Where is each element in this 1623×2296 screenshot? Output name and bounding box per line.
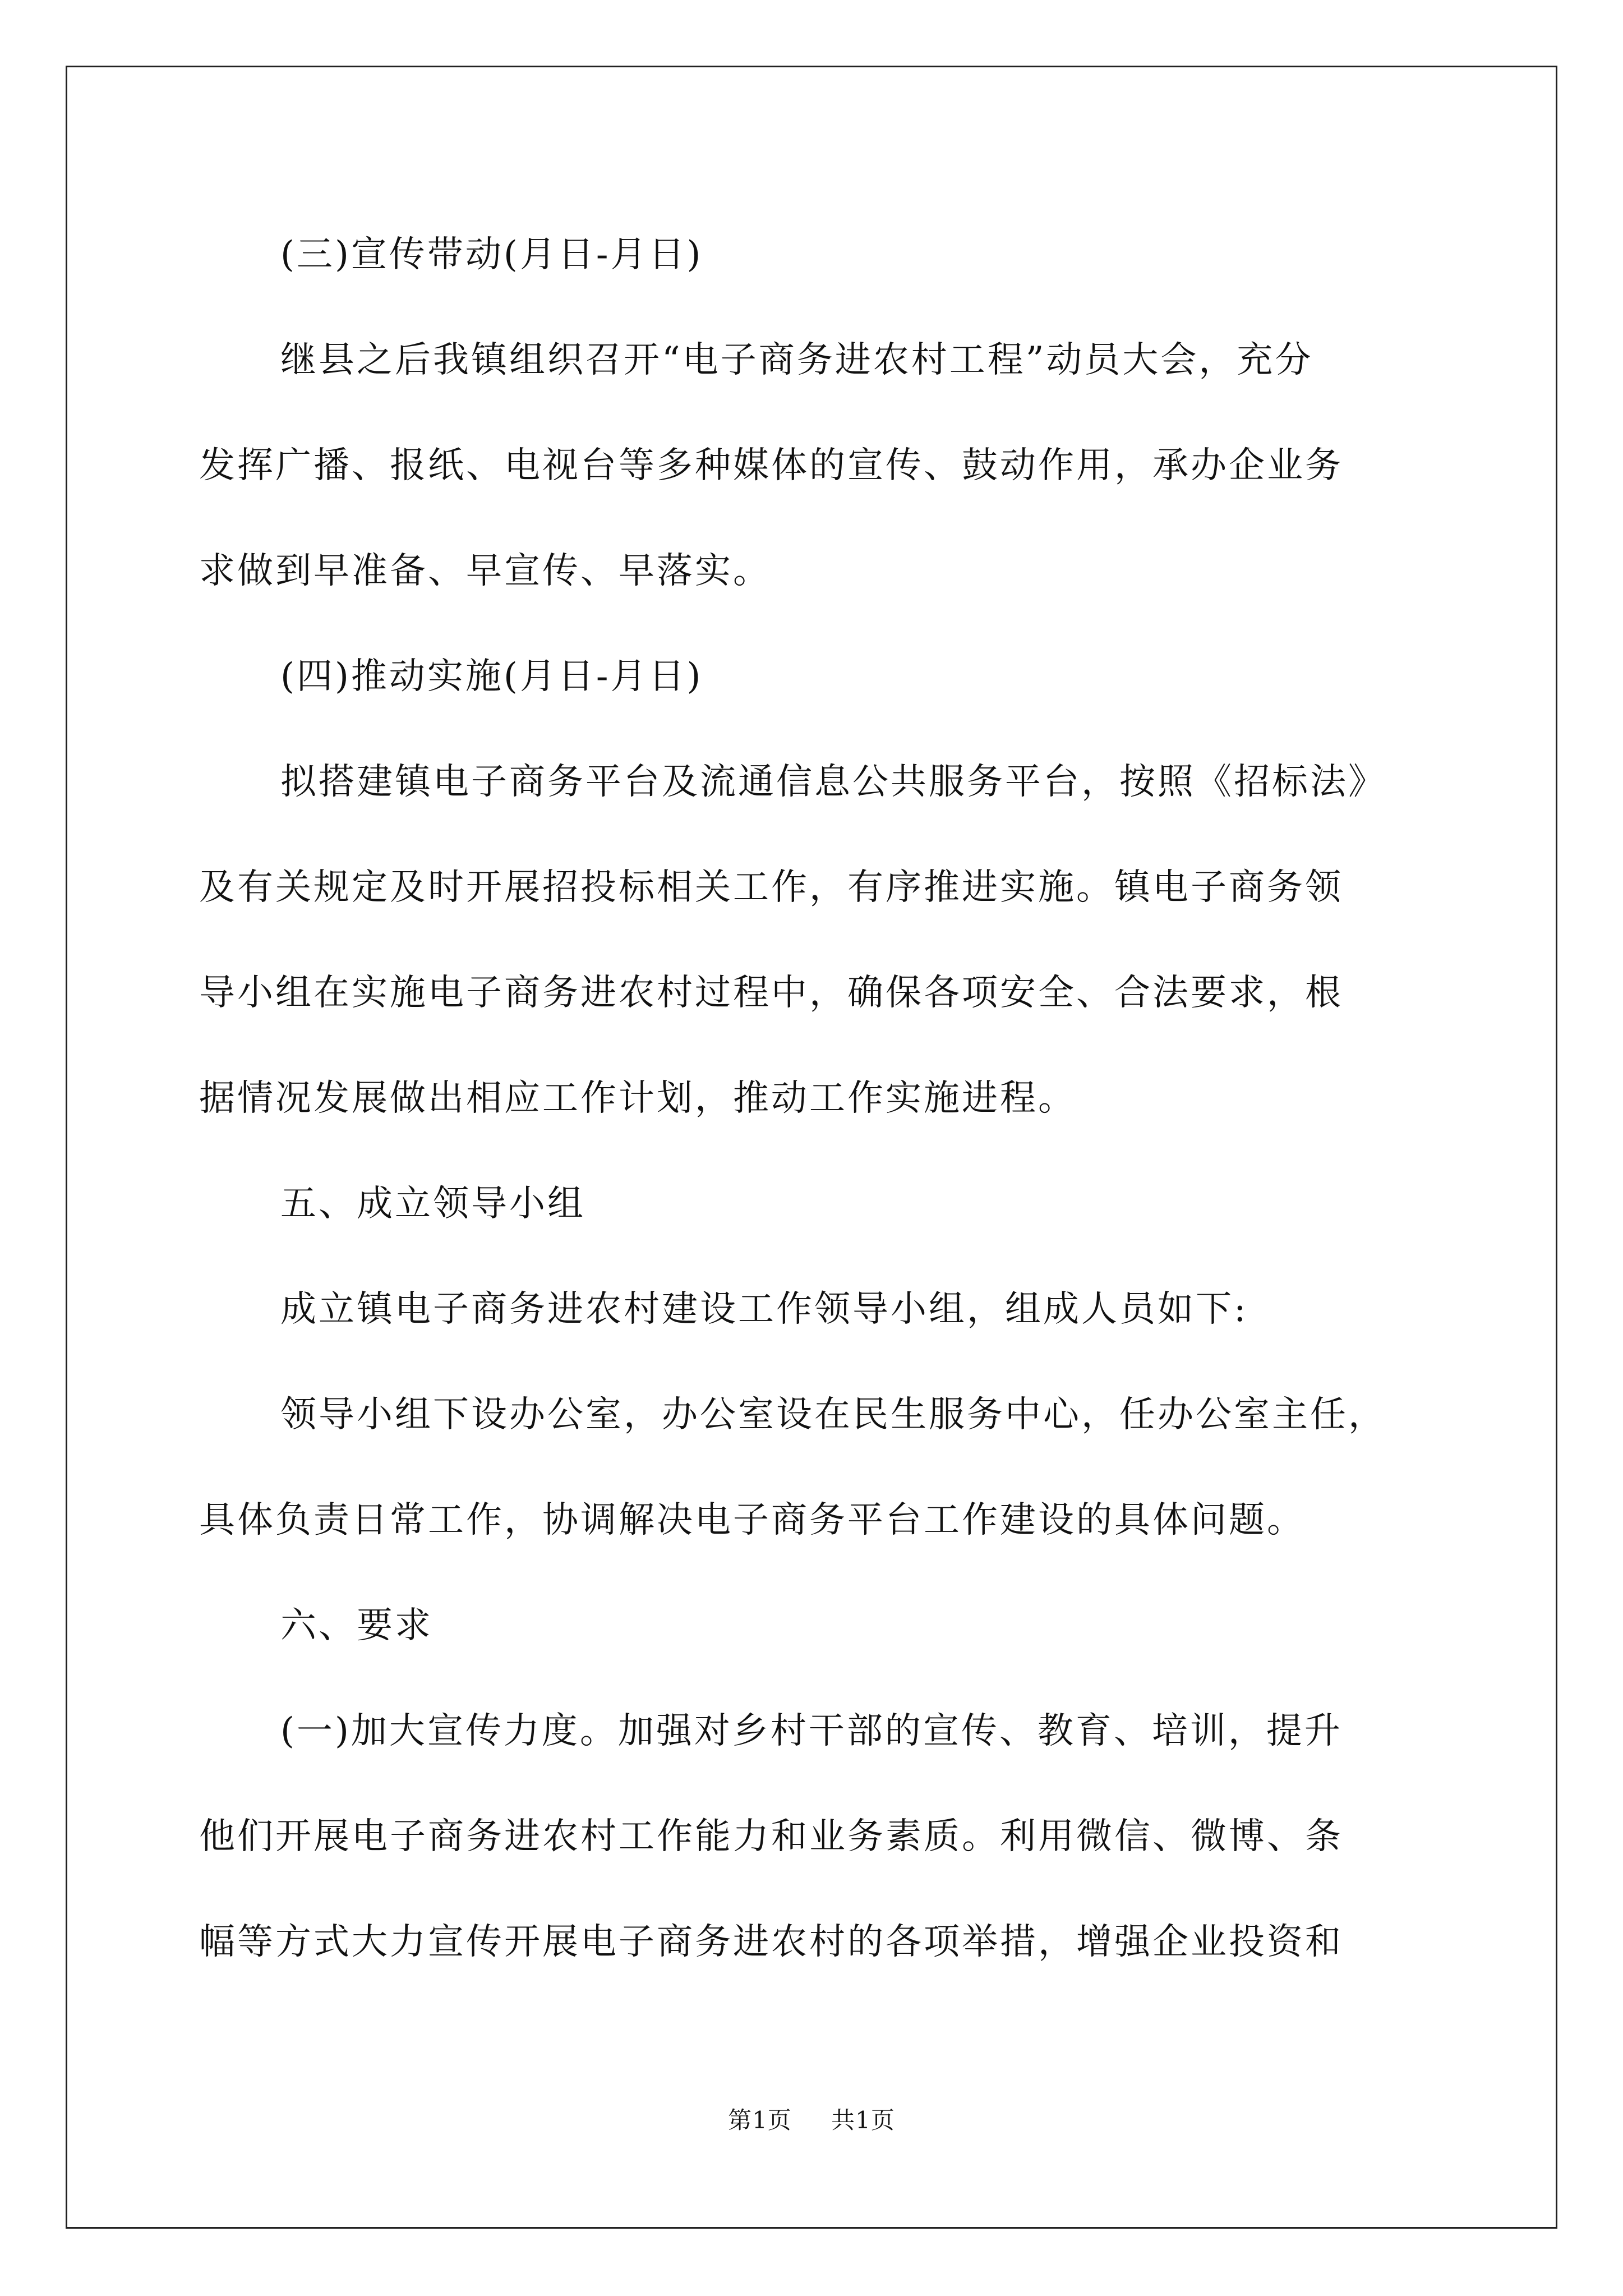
- paragraph-line: 拟搭建镇电子商务平台及流通信息公共服务平台，按照《招标法》: [280, 761, 1386, 803]
- paragraph-line: (一)加大宣传力度。加强对乡村干部的宣传、教育、培训，提升: [280, 1710, 1343, 1752]
- paragraph-line: 及有关规定及时开展招投标相关工作，有序推进实施。镇电子商务领: [199, 867, 1343, 908]
- paragraph-line: 成立镇电子商务进农村建设工作领导小组，组成人员如下:: [280, 1289, 1248, 1330]
- paragraph-line: 导小组在实施电子商务进农村过程中，确保各项安全、合法要求，根: [199, 972, 1343, 1014]
- paragraph-line: 据情况发展做出相应工作计划，推动工作实施进程。: [199, 1078, 1076, 1119]
- paragraph-line: 继县之后我镇组织召开“电子商务进农村工程”动员大会，充分: [280, 339, 1313, 381]
- paragraph-line: 发挥广播、报纸、电视台等多种媒体的宣传、鼓动作用，承办企业务: [199, 445, 1343, 486]
- section-heading-5: 五、成立领导小组: [280, 1183, 585, 1225]
- section-heading-6: 六、要求: [280, 1605, 433, 1646]
- paragraph-line: 他们开展电子商务进农村工作能力和业务素质。利用微信、微博、条: [199, 1816, 1343, 1857]
- page-number: 第1页: [728, 2106, 792, 2134]
- paragraph-line: 幅等方式大力宣传开展电子商务进农村的各项举措，增强企业投资和: [199, 1921, 1343, 1963]
- paragraph-line: 领导小组下设办公室，办公室设在民生服务中心，任办公室主任，: [280, 1394, 1386, 1435]
- paragraph-line: 求做到早准备、早宣传、早落实。: [199, 550, 771, 592]
- paragraph-line: 具体负责日常工作，协调解决电子商务平台工作建设的具体问题。: [199, 1499, 1305, 1541]
- page-footer: [0, 2102, 1623, 2136]
- document-body: [199, 202, 1438, 1995]
- page-total: 共1页: [831, 2106, 895, 2134]
- section-heading-3: (三)宣传带动(月日-月日): [280, 234, 703, 275]
- section-heading-4: (四)推动实施(月日-月日): [280, 656, 703, 697]
